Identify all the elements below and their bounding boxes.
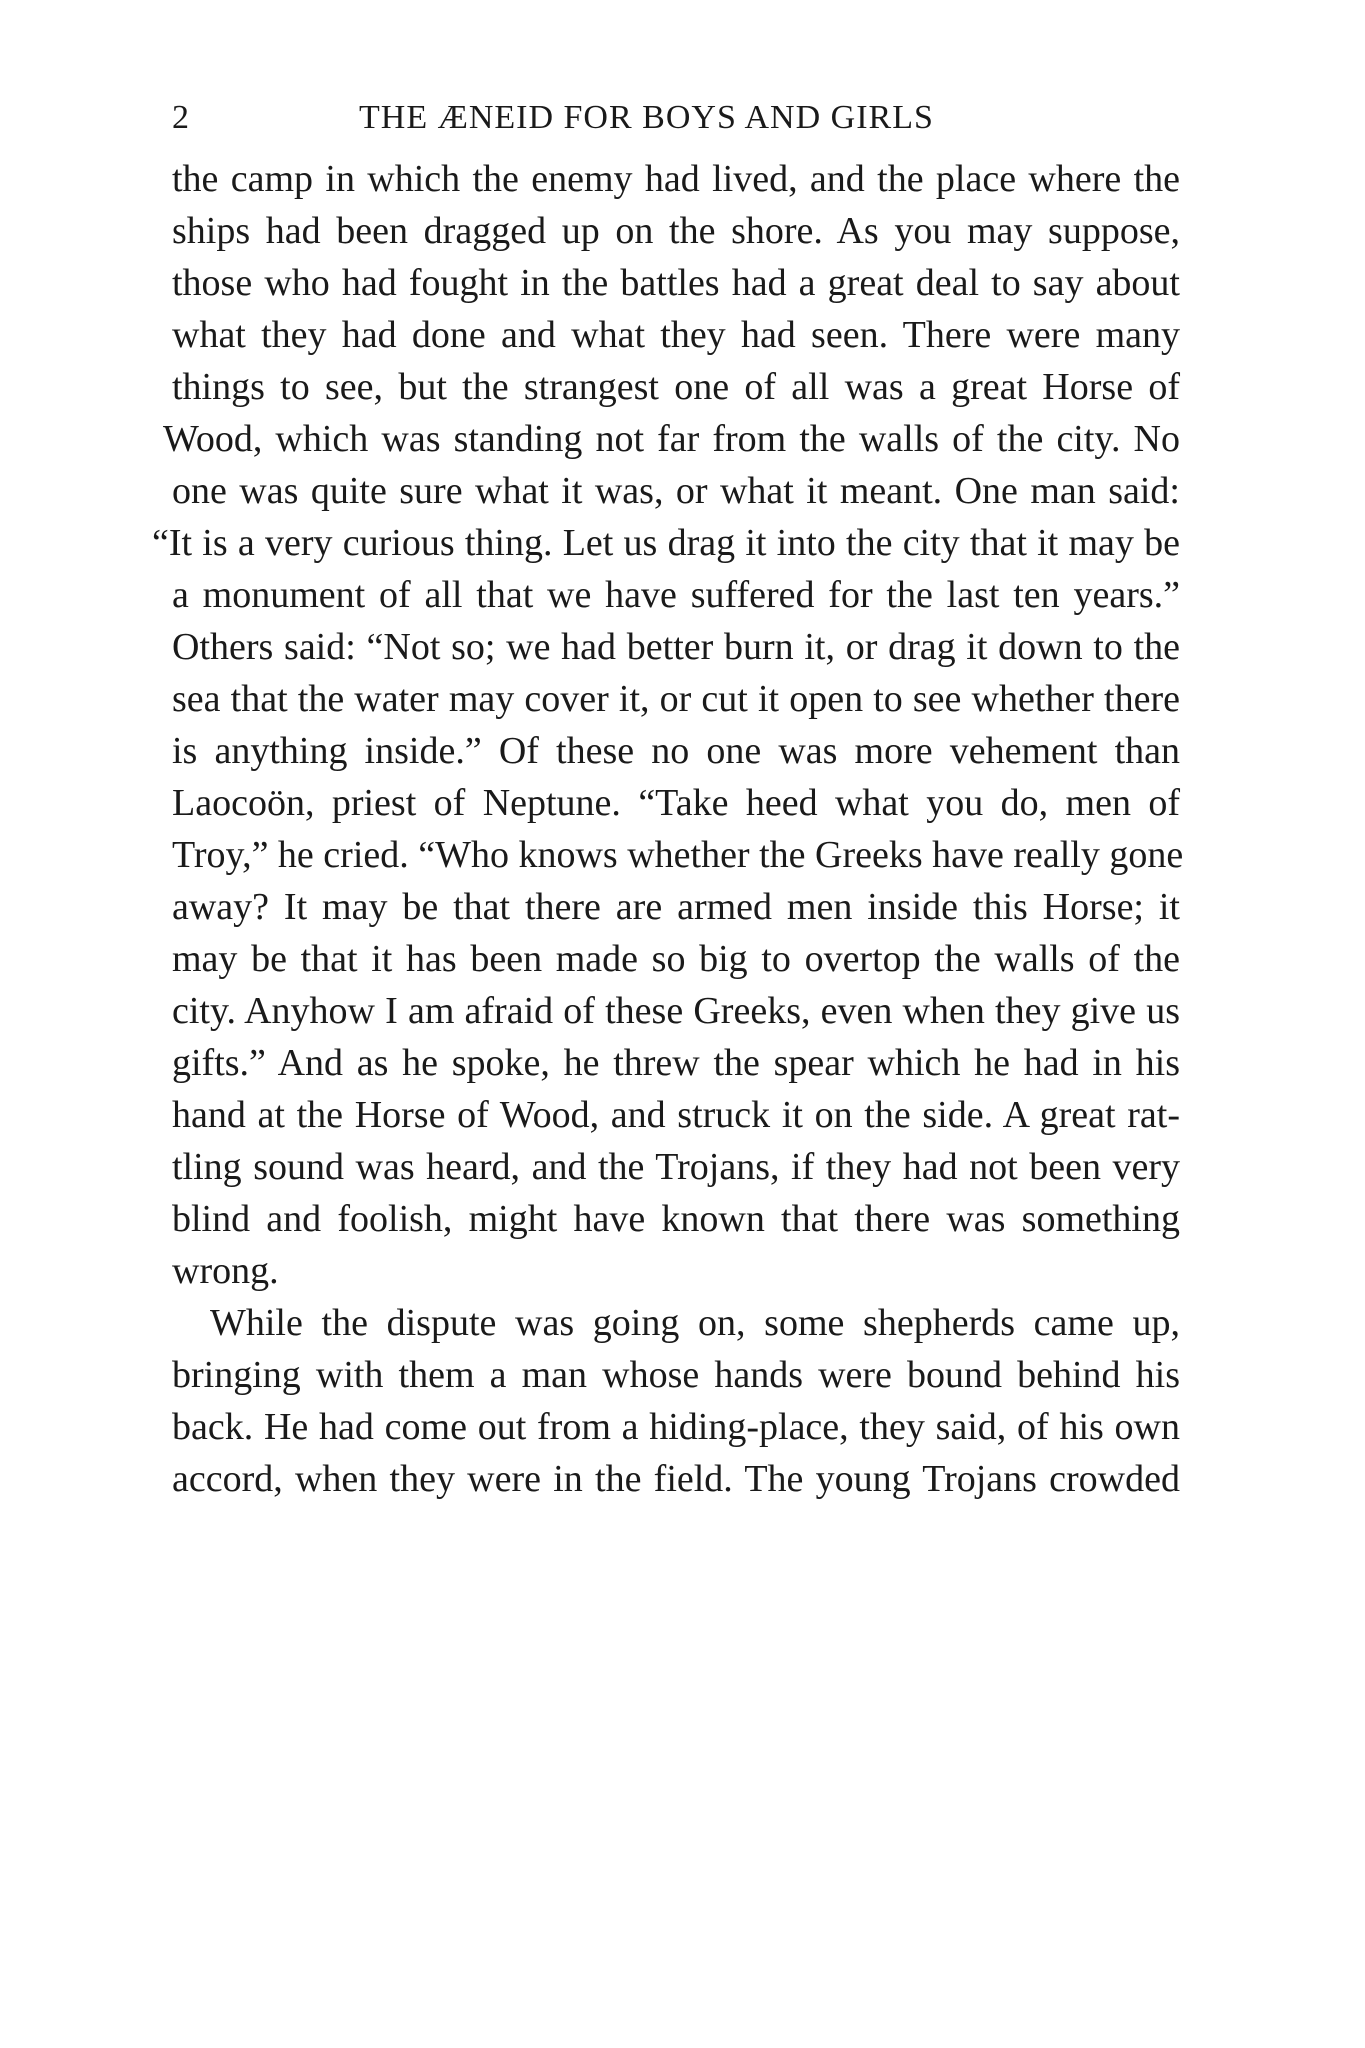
text-line: is anything inside.” Of these no one was more vehement than [172,730,1180,772]
text-line: Wood, which was standing not far from the walls of the city. No [163,418,1180,460]
text-line: back. He had come out from a hiding-place, they said, of his own [172,1406,1180,1448]
text-line: gifts.” And as he spoke, he threw the spear which he had in his [172,1042,1180,1084]
text-line: a monument of all that we have suffered for the last ten years.” [172,574,1180,616]
text-line: blind and foolish, might have known that there was something [172,1198,1180,1240]
text-line: sea that the water may cover it, or cut it open to see whether there [172,678,1180,720]
text-line: hand at the Horse of Wood, and struck it on the side. A great rat- [172,1094,1180,1136]
text-line: may be that it has been made so big to overtop the walls of the [172,938,1180,980]
text-line: away? It may be that there are armed men inside this Horse; it [172,886,1180,928]
text-line: city. Anyhow I am afraid of these Greeks, even when they give us [172,990,1180,1032]
text-line: Laocoön, priest of Neptune. “Take heed what you do, men of [172,782,1180,824]
text-line: bringing with them a man whose hands were bound behind his [172,1354,1180,1396]
text-line: ships had been dragged up on the shore. As you may suppose, [172,210,1180,252]
text-line: While the dispute was going on, some shepherds came up, [210,1302,1180,1344]
text-line: wrong. [172,1250,279,1292]
text-line: accord, when they were in the field. The young Trojans crowded [172,1458,1180,1500]
text-line: those who had fought in the battles had a great deal to say about [172,262,1180,304]
text-line: tling sound was heard, and the Trojans, if they had not been very [172,1146,1180,1188]
text-line: Others said: “Not so; we had better burn it, or drag it down to the [172,626,1180,668]
book-title: THE ÆNEID FOR BOYS AND GIRLS [359,99,934,136]
page-number: 2 [172,99,190,136]
text-line: the camp in which the enemy had lived, and the place where the [172,158,1180,200]
text-line: things to see, but the strangest one of all was a great Horse of [172,366,1180,408]
text-line: one was quite sure what it was, or what it meant. One man said: [172,470,1180,512]
running-head [172,96,1182,140]
text-line: what they had done and what they had seen. There were many [172,314,1180,356]
text-line: Troy,” he cried. “Who knows whether the Greeks have really gone [172,834,1184,876]
text-line: “It is a very curious thing. Let us drag it into the city that it may be [152,522,1180,564]
